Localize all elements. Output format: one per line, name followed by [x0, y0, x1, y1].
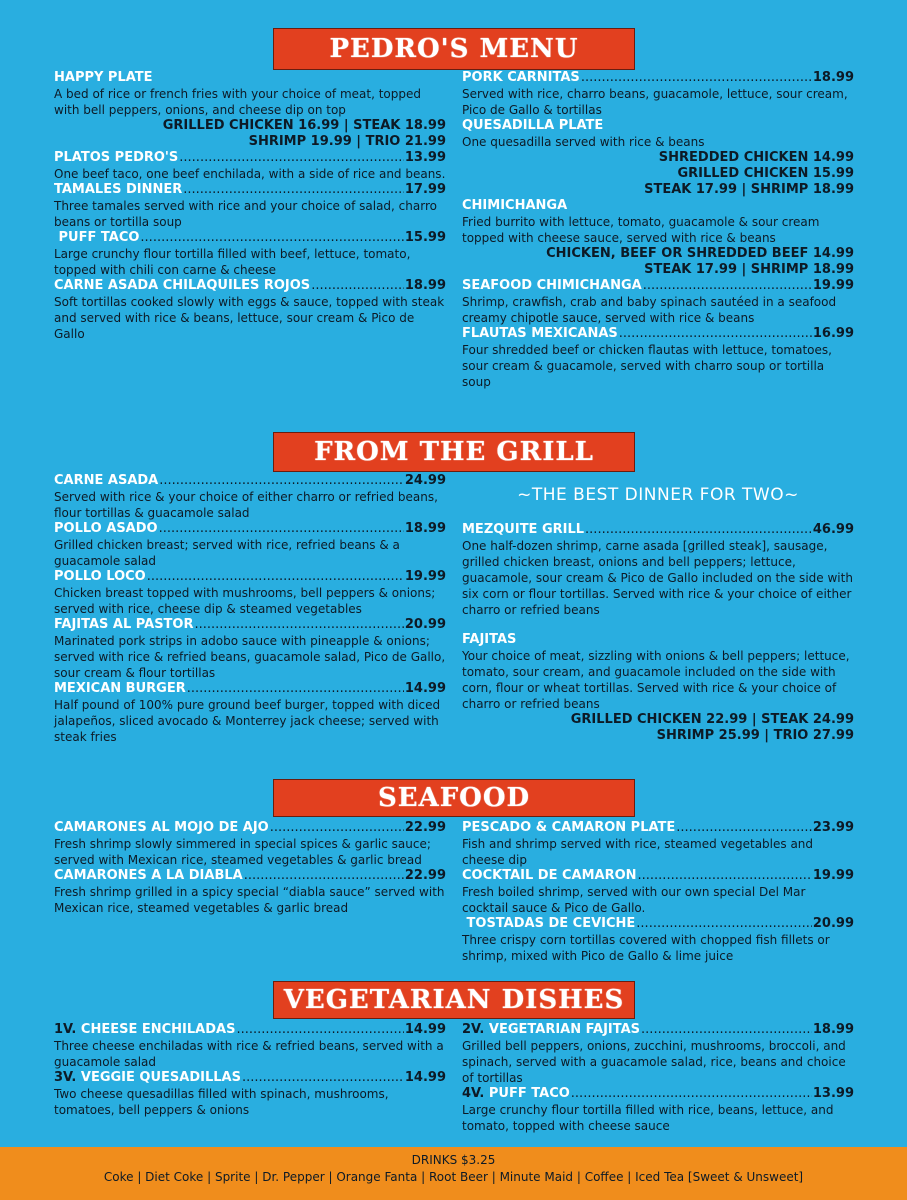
grill-right-column	[462, 522, 854, 744]
item-name: MEXICAN BURGER	[54, 681, 186, 696]
item-name: FAJITAS AL PASTOR	[54, 617, 194, 632]
menu-banner-title: PEDRO'S MENU	[329, 34, 579, 64]
item-name: HAPPY PLATE	[54, 70, 153, 85]
seafood-banner-title: SEAFOOD	[377, 783, 531, 813]
item-description: Three tamales served with rice and your choice of salad, charro beans or tortilla soup	[54, 199, 437, 229]
item-price: 18.99	[404, 278, 446, 293]
item-number: 1V.	[54, 1022, 77, 1037]
item-header	[462, 70, 854, 86]
item-name: CHIMICHANGA	[462, 198, 568, 213]
item-name: FLAUTAS MEXICANAS	[462, 326, 618, 341]
item-price: 14.99	[404, 1022, 446, 1037]
menu-item	[54, 820, 446, 868]
item-header	[54, 278, 446, 294]
dot-leader	[159, 473, 404, 489]
item-description: Half pound of 100% pure ground beef burger, topped with diced jalapeños, sliced avocado & Monterrey jack cheese; served with steak fries	[54, 698, 441, 744]
seafood-left-column	[54, 820, 446, 916]
item-description: Served with rice & your choice of either charro or refried beans, flour tortillas & guacamole salad	[54, 490, 438, 520]
menu-item	[462, 118, 854, 198]
item-header	[462, 522, 854, 538]
item-number: 2V.	[462, 1022, 485, 1037]
veg-right-column	[462, 1022, 854, 1134]
item-price: 17.99	[404, 182, 446, 197]
item-name: CAMARONES A LA DIABLA	[54, 868, 243, 883]
item-description: Three crispy corn tortillas covered with chopped fish fillets or shrimp, mixed with Pico de Gallo & lime juice	[462, 933, 830, 963]
item-name: CHEESE ENCHILADAS	[76, 1022, 236, 1037]
item-description: One half-dozen shrimp, carne asada [grilled steak], sausage, grilled chicken breast, onions and bell peppers; lettuce, guacamole, sour cream & Pico de Gallo included on the side with six corn or flour tortillas. Served with rice & your choice of either charro or refried beans	[462, 539, 853, 617]
menu-item	[54, 230, 446, 278]
menu-item	[54, 521, 446, 569]
menu-item	[462, 198, 854, 278]
menu-right-column	[462, 70, 854, 390]
dot-leader	[242, 1070, 404, 1086]
item-header	[462, 326, 854, 342]
menu-item	[54, 681, 446, 745]
menu-item	[462, 632, 854, 744]
dinner-for-two-heading: ~THE BEST DINNER FOR TWO~	[517, 485, 799, 505]
grill-left-column	[54, 473, 446, 745]
menu-item	[54, 617, 446, 681]
menu-item	[462, 522, 854, 618]
dot-leader	[183, 182, 404, 198]
menu-item	[54, 278, 446, 342]
item-description: Chicken breast topped with mushrooms, bell peppers & onions; served with rice, cheese dip & steamed vegetables	[54, 586, 436, 616]
item-description: Your choice of meat, sizzling with onions & bell peppers; lettuce, tomato, sour cream, and guacamole included on the side with corn, flour or wheat tortillas. Served with rice & your choice of charro or refried beans	[462, 649, 850, 711]
item-name: PORK CARNITAS	[462, 70, 580, 85]
grill-banner-title: FROM THE GRILL	[314, 437, 594, 467]
item-description: Three cheese enchiladas with rice & refried beans, served with a guacamole salad	[54, 1039, 444, 1069]
price-line: STEAK 17.99 | SHRIMP 18.99	[644, 262, 854, 277]
item-header	[462, 198, 854, 214]
item-name: PUFF TACO	[484, 1086, 570, 1101]
dot-leader	[619, 326, 812, 342]
item-name: TAMALES DINNER	[54, 182, 183, 197]
dot-leader	[636, 916, 812, 932]
item-name: VEGGIE QUESADILLAS	[76, 1070, 241, 1085]
item-header	[54, 473, 446, 489]
price-line: STEAK 17.99 | SHRIMP 18.99	[644, 182, 854, 197]
menu-item	[462, 1022, 854, 1086]
item-header	[54, 1070, 446, 1086]
item-name: FAJITAS	[462, 632, 517, 647]
item-price: 13.99	[404, 150, 446, 165]
item-price: 46.99	[812, 522, 854, 537]
item-description: A bed of rice or french fries with your choice of meat, topped with bell peppers, onions, and cheese dip on top	[54, 87, 421, 117]
dot-leader	[581, 70, 812, 86]
item-description: Large crunchy flour tortilla filled with rice, beans, lettuce, and tomato, topped with cheese sauce	[462, 1103, 834, 1133]
item-price: 19.99	[404, 569, 446, 584]
item-header	[54, 182, 446, 198]
dot-leader	[244, 868, 404, 884]
menu-item	[54, 1022, 446, 1070]
menu-item	[54, 150, 446, 182]
item-price: 13.99	[812, 1086, 854, 1101]
item-description: Fresh shrimp grilled in a spicy special “diabla sauce” served with Mexican rice, steamed vegetables & garlic bread	[54, 885, 445, 915]
veg-left-column	[54, 1022, 446, 1118]
item-name: POLLO LOCO	[54, 569, 146, 584]
dot-leader	[643, 278, 812, 294]
item-name: PESCADO & CAMARON PLATE	[462, 820, 676, 835]
price-line: CHICKEN, BEEF OR SHREDDED BEEF 14.99	[546, 246, 854, 261]
item-header	[54, 820, 446, 836]
item-description: Four shredded beef or chicken flautas with lettuce, tomatoes, sour cream & guacamole, served with charro soup or tortilla soup	[462, 343, 832, 389]
item-number: 3V.	[54, 1070, 77, 1085]
menu-item	[462, 1086, 854, 1134]
item-header	[462, 1022, 854, 1038]
menu-banner	[273, 28, 635, 70]
menu-item	[54, 569, 446, 617]
item-header	[54, 617, 446, 633]
item-description: Two cheese quesadillas filled with spinach, mushrooms, tomatoes, bell peppers & onions	[54, 1087, 389, 1117]
item-header	[54, 681, 446, 697]
menu-item	[462, 326, 854, 390]
item-price: 20.99	[404, 617, 446, 632]
item-price: 20.99	[812, 916, 854, 931]
menu-item	[54, 868, 446, 916]
item-description: One quesadilla served with rice & beans	[462, 135, 705, 149]
price-line: SHREDDED CHICKEN 14.99	[658, 150, 854, 165]
price-line: SHRIMP 25.99 | TRIO 27.99	[656, 728, 854, 743]
menu-item	[462, 820, 854, 868]
veg-banner	[273, 981, 635, 1019]
dot-leader	[195, 617, 404, 633]
item-name: PUFF TACO	[54, 230, 140, 245]
item-header	[54, 150, 446, 166]
item-description: One beef taco, one beef enchilada, with a side of rice and beans.	[54, 167, 446, 181]
dot-leader	[585, 522, 812, 538]
item-header	[54, 1022, 446, 1038]
dot-leader	[187, 681, 404, 697]
item-name: CAMARONES AL MOJO DE AJO	[54, 820, 269, 835]
item-description: Fresh boiled shrimp, served with our own special Del Mar cocktail sauce & Pico de Gallo.	[462, 885, 806, 915]
item-price: 23.99	[812, 820, 854, 835]
menu-item	[54, 182, 446, 230]
item-description: Grilled chicken breast; served with rice, refried beans & a guacamole salad	[54, 538, 400, 568]
dot-leader	[147, 569, 404, 585]
item-description: Served with rice, charro beans, guacamole, lettuce, sour cream, Pico de Gallo & tortillas	[462, 87, 848, 117]
item-price: 18.99	[812, 1022, 854, 1037]
item-header	[54, 70, 446, 86]
dot-leader	[571, 1086, 812, 1102]
grill-banner	[273, 432, 635, 472]
dot-leader	[638, 868, 812, 884]
item-price: 16.99	[812, 326, 854, 341]
item-name: CARNE ASADA CHILAQUILES ROJOS	[54, 278, 311, 293]
dot-leader	[311, 278, 404, 294]
item-header	[462, 118, 854, 134]
item-description: Fried burrito with lettuce, tomato, guacamole & sour cream topped with cheese sauce, served with rice & beans	[462, 215, 820, 245]
item-price: 19.99	[812, 868, 854, 883]
veg-banner-title: VEGETARIAN DISHES	[283, 985, 625, 1015]
seafood-right-column	[462, 820, 854, 964]
menu-item	[462, 70, 854, 118]
menu-item	[462, 916, 854, 964]
item-name: PLATOS PEDRO'S	[54, 150, 179, 165]
menu-item	[462, 278, 854, 326]
item-description: Grilled bell peppers, onions, zucchini, mushrooms, broccoli, and spinach, served with a guacamole salad, rice, beans and choice of tortillas	[462, 1039, 846, 1085]
item-header	[54, 569, 446, 585]
item-number: 4V.	[462, 1086, 485, 1101]
item-header	[462, 1086, 854, 1102]
item-description: Fish and shrimp served with rice, steamed vegetables and cheese dip	[462, 837, 814, 867]
item-price: 18.99	[812, 70, 854, 85]
dot-leader	[179, 150, 404, 166]
item-price: 14.99	[404, 1070, 446, 1085]
price-line: GRILLED CHICKEN 16.99 | STEAK 18.99	[162, 118, 446, 133]
item-price: 22.99	[404, 868, 446, 883]
item-name: CARNE ASADA	[54, 473, 159, 488]
item-description: Marinated pork strips in adobo sauce with pineapple & onions; served with rice & refried beans, guacamole salad, Pico de Gallo, sour cream & flour tortillas	[54, 634, 446, 680]
item-price: 24.99	[404, 473, 446, 488]
item-header	[462, 868, 854, 884]
item-description: Soft tortillas cooked slowly with eggs & sauce, topped with steak and served with rice & beans, lettuce, sour cream & Pico de Gallo	[54, 295, 445, 341]
item-description: Large crunchy flour tortilla filled with beef, lettuce, tomato, topped with chili con carne & cheese	[54, 247, 411, 277]
item-description: Shrimp, crawfish, crab and baby spinach sautéed in a seafood creamy chipotle sauce, served with rice & beans	[462, 295, 837, 325]
price-line: GRILLED CHICKEN 15.99	[677, 166, 854, 181]
item-name: TOSTADAS DE CEVICHE	[462, 916, 636, 931]
item-description: Fresh shrimp slowly simmered in special spices & garlic sauce; served with Mexican rice, steamed vegetables & garlic bread	[54, 837, 431, 867]
item-header	[54, 230, 446, 246]
item-price: 22.99	[404, 820, 446, 835]
menu-item	[54, 473, 446, 521]
item-price: 15.99	[404, 230, 446, 245]
dot-leader	[676, 820, 812, 836]
item-price: 19.99	[812, 278, 854, 293]
item-price: 18.99	[404, 521, 446, 536]
drinks-title: DRINKS $3.25	[411, 1153, 496, 1167]
item-price: 14.99	[404, 681, 446, 696]
item-name: MEZQUITE GRILL	[462, 522, 585, 537]
item-header	[462, 820, 854, 836]
price-line: SHRIMP 19.99 | TRIO 21.99	[248, 134, 446, 149]
menu-item	[54, 70, 446, 150]
item-name: POLLO ASADO	[54, 521, 158, 536]
item-name: COCKTAIL DE CAMARON	[462, 868, 637, 883]
dot-leader	[140, 230, 403, 246]
dot-leader	[641, 1022, 812, 1038]
item-header	[54, 521, 446, 537]
menu-item	[54, 1070, 446, 1118]
item-name: QUESADILLA PLATE	[462, 118, 604, 133]
item-header	[462, 632, 854, 648]
drinks-list: Coke | Diet Coke | Sprite | Dr. Pepper | Orange Fanta | Root Beer | Minute Maid | Coffee | Iced Tea [Sweet & Unsweet]	[103, 1170, 804, 1184]
dot-leader	[270, 820, 404, 836]
menu-left-column	[54, 70, 446, 342]
dot-leader	[159, 521, 404, 537]
item-header	[462, 916, 854, 932]
seafood-banner	[273, 779, 635, 817]
drinks-footer	[0, 1147, 907, 1200]
item-name: SEAFOOD CHIMICHANGA	[462, 278, 642, 293]
dot-leader	[236, 1022, 403, 1038]
item-header	[462, 278, 854, 294]
price-line: GRILLED CHICKEN 22.99 | STEAK 24.99	[570, 712, 854, 727]
item-header	[54, 868, 446, 884]
menu-item	[462, 868, 854, 916]
item-name: VEGETARIAN FAJITAS	[484, 1022, 641, 1037]
